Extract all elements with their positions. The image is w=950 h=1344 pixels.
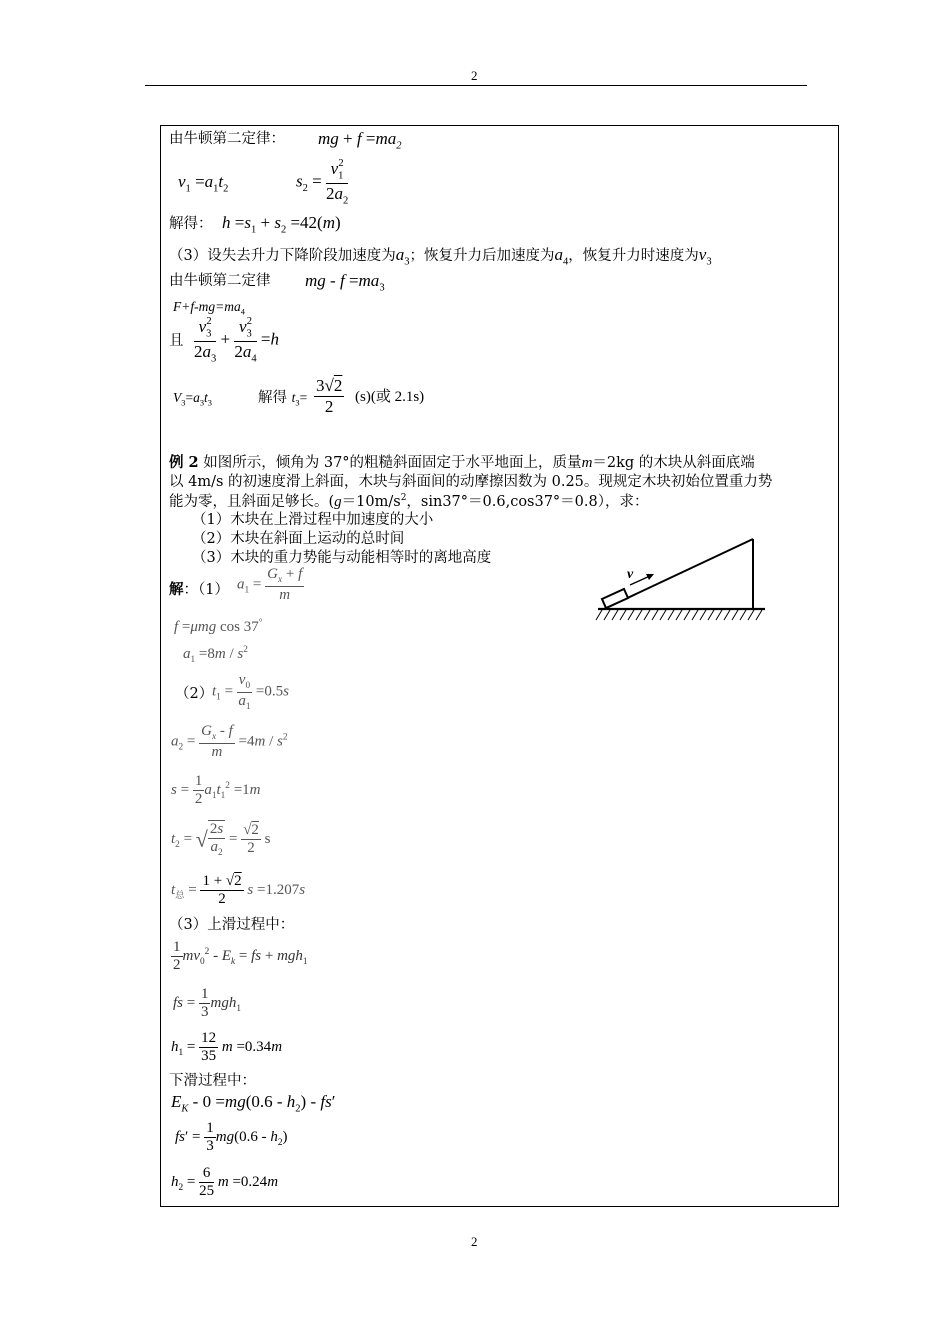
eq-v3-sum: $\frac{v_3^2}{2a_3}$ + $\frac{v_3^2}{2a_4}$ =h (194, 316, 279, 364)
eq-mg-plus-f: mg + $f =ma_2$ (318, 129, 402, 152)
example2-line1: 例 2 如图所示，倾角为 37°的粗糙斜面固定于水平地面上，质量m＝2kg 的木块从斜面底端 (169, 454, 755, 471)
step3-intro-text: （3）设失去升力下降阶段加速度为$a_3$；恢复升力后加速度为$a_4$，恢复升力时速度为$v_3$ (169, 245, 712, 268)
eq-h1: $h_1$ = $\frac{12}{35}$ m =0.34m (171, 1030, 283, 1065)
ground-hatching (596, 610, 762, 620)
eq-mg-minus-f: mg - $f =ma_3$ (305, 271, 385, 294)
eq-h-result: $h =s_1 + s_2 =42(m)$ (222, 213, 341, 236)
solution-part2-label: （2） (175, 686, 214, 702)
example2-line3: 能为零，且斜面足够长。($g=10m/s^2$，sin37°＝0.6,cos37°＝0.8），求： (169, 493, 649, 510)
eq-a1: $a_1$ = $\frac{G_x + f}{m}$ (237, 566, 303, 603)
question-1: （1）木块在上滑过程中加速度的大小 (192, 512, 434, 528)
eq-s2: $s_2$ = $\frac{v_1^2}{2a_2}$ (296, 158, 349, 206)
solution-part1: ：（1） (183, 582, 229, 598)
page-number-bottom: 2 (471, 1234, 478, 1249)
page-number-top: 2 (471, 68, 478, 83)
example2-text3a: 能为零，且斜面足够长。( (169, 493, 335, 510)
example2-text3b: ＝10m/s (341, 493, 401, 510)
velocity-label: v (627, 567, 634, 582)
block (602, 589, 628, 608)
step3-mid2: ，恢复升力时速度为 (568, 248, 699, 264)
solution-part1-label (169, 583, 229, 598)
eq-s: s = $\frac{1}{2}$ $a_1t_1^2 =1m$ (171, 773, 261, 808)
example2-label: 例 2 (169, 454, 199, 471)
solution-part3-label: （3）上滑过程中： (169, 917, 295, 933)
eq-t1: $t_1$ = $\frac{v_0}{a_1}$ =0.5s (212, 672, 289, 712)
t-total-sub: 总 (175, 891, 185, 902)
question-2: （2）木块在斜面上运动的总时间 (192, 531, 405, 547)
eq-t2: $t_2$ = √ $\frac{2s}{a_2}$ = $\frac{√2}{2}$ s (171, 821, 271, 859)
and-label: 且 (169, 333, 184, 349)
eq-F-f-mg: $F+f-mg=ma_4$ (173, 299, 245, 317)
down-label: 下滑过程中： (169, 1073, 256, 1089)
example2-text1: 如图所示，倾角为 37°的粗糙斜面固定于水平地面上，质量 (203, 455, 582, 471)
eq-F-f-mg-text: F+f-mg=ma (173, 299, 241, 314)
solve-label-1: 解得： (169, 216, 213, 232)
eq-t-total: $t_总$ = $\frac{1 + √2}{2}$ s =1.207s (171, 873, 306, 908)
eq-energy-down: $E_K - 0 =mg(0.6 - h_2) - fs'$ (171, 1092, 336, 1115)
eq-f-friction: f =μmg cos 37° (174, 618, 263, 635)
eq-h2: $h_2$ = $\frac{6}{25}$ m =0.24m (171, 1165, 279, 1200)
eq-a2: $a_2$ = $\frac{G_x - f}{m}$ $=4m / s^2$ (171, 723, 288, 760)
question-3: （3）木块的重力势能与动能相等时的离地高度 (192, 550, 492, 566)
newton-label-1: 由牛顿第二定律： (169, 131, 285, 147)
eq-V3: $V_3=a_3t_3$ (173, 390, 212, 408)
example2-line2: 以 4m/s 的初速度滑上斜面，木块与斜面间的动摩擦因数为 0.25。现规定木块初始位置重力势 (169, 474, 773, 490)
incline-figure (590, 530, 770, 630)
solution-label: 解 (169, 581, 184, 598)
step3-mid1: ；恢复升力后加速度为 (409, 248, 555, 264)
solve-t3-label: 解得 (258, 390, 287, 406)
example2-text3c: ，sin37°＝0.6,cos37°＝0.8），求： (406, 493, 649, 510)
eq-v1: $v_1 =a_1t_2$ (178, 172, 229, 195)
header-rule (145, 85, 807, 86)
eq-a1-value: $a_1 =8m / s^2$ (183, 645, 248, 665)
t3-tail: (s)(或 2.1s) (355, 389, 425, 405)
eq-energy-up: $\frac{1}{2}$ $mv_0^2 - E_k$ = fs + mgh$_1$ (173, 939, 308, 974)
example2-text1b: ＝2kg 的木块从斜面底端 (592, 455, 755, 471)
eq-V3-letter: V (173, 390, 182, 405)
eq-fs: fs = $\frac{1}{3}$ mgh$_1$ (173, 986, 241, 1021)
eq-fs-prime: fs′ = $\frac{1}{3}$ $mg(0.6 - h_2)$ (175, 1120, 288, 1155)
step3-intro: （3）设失去升力下降阶段加速度为 (169, 248, 396, 264)
t3-fraction: $\frac{3√2}{2}$ (316, 376, 343, 416)
solve-t3: 解得 $t_3=$ (258, 390, 308, 408)
newton-label-2: 由牛顿第二定律 (169, 273, 271, 289)
